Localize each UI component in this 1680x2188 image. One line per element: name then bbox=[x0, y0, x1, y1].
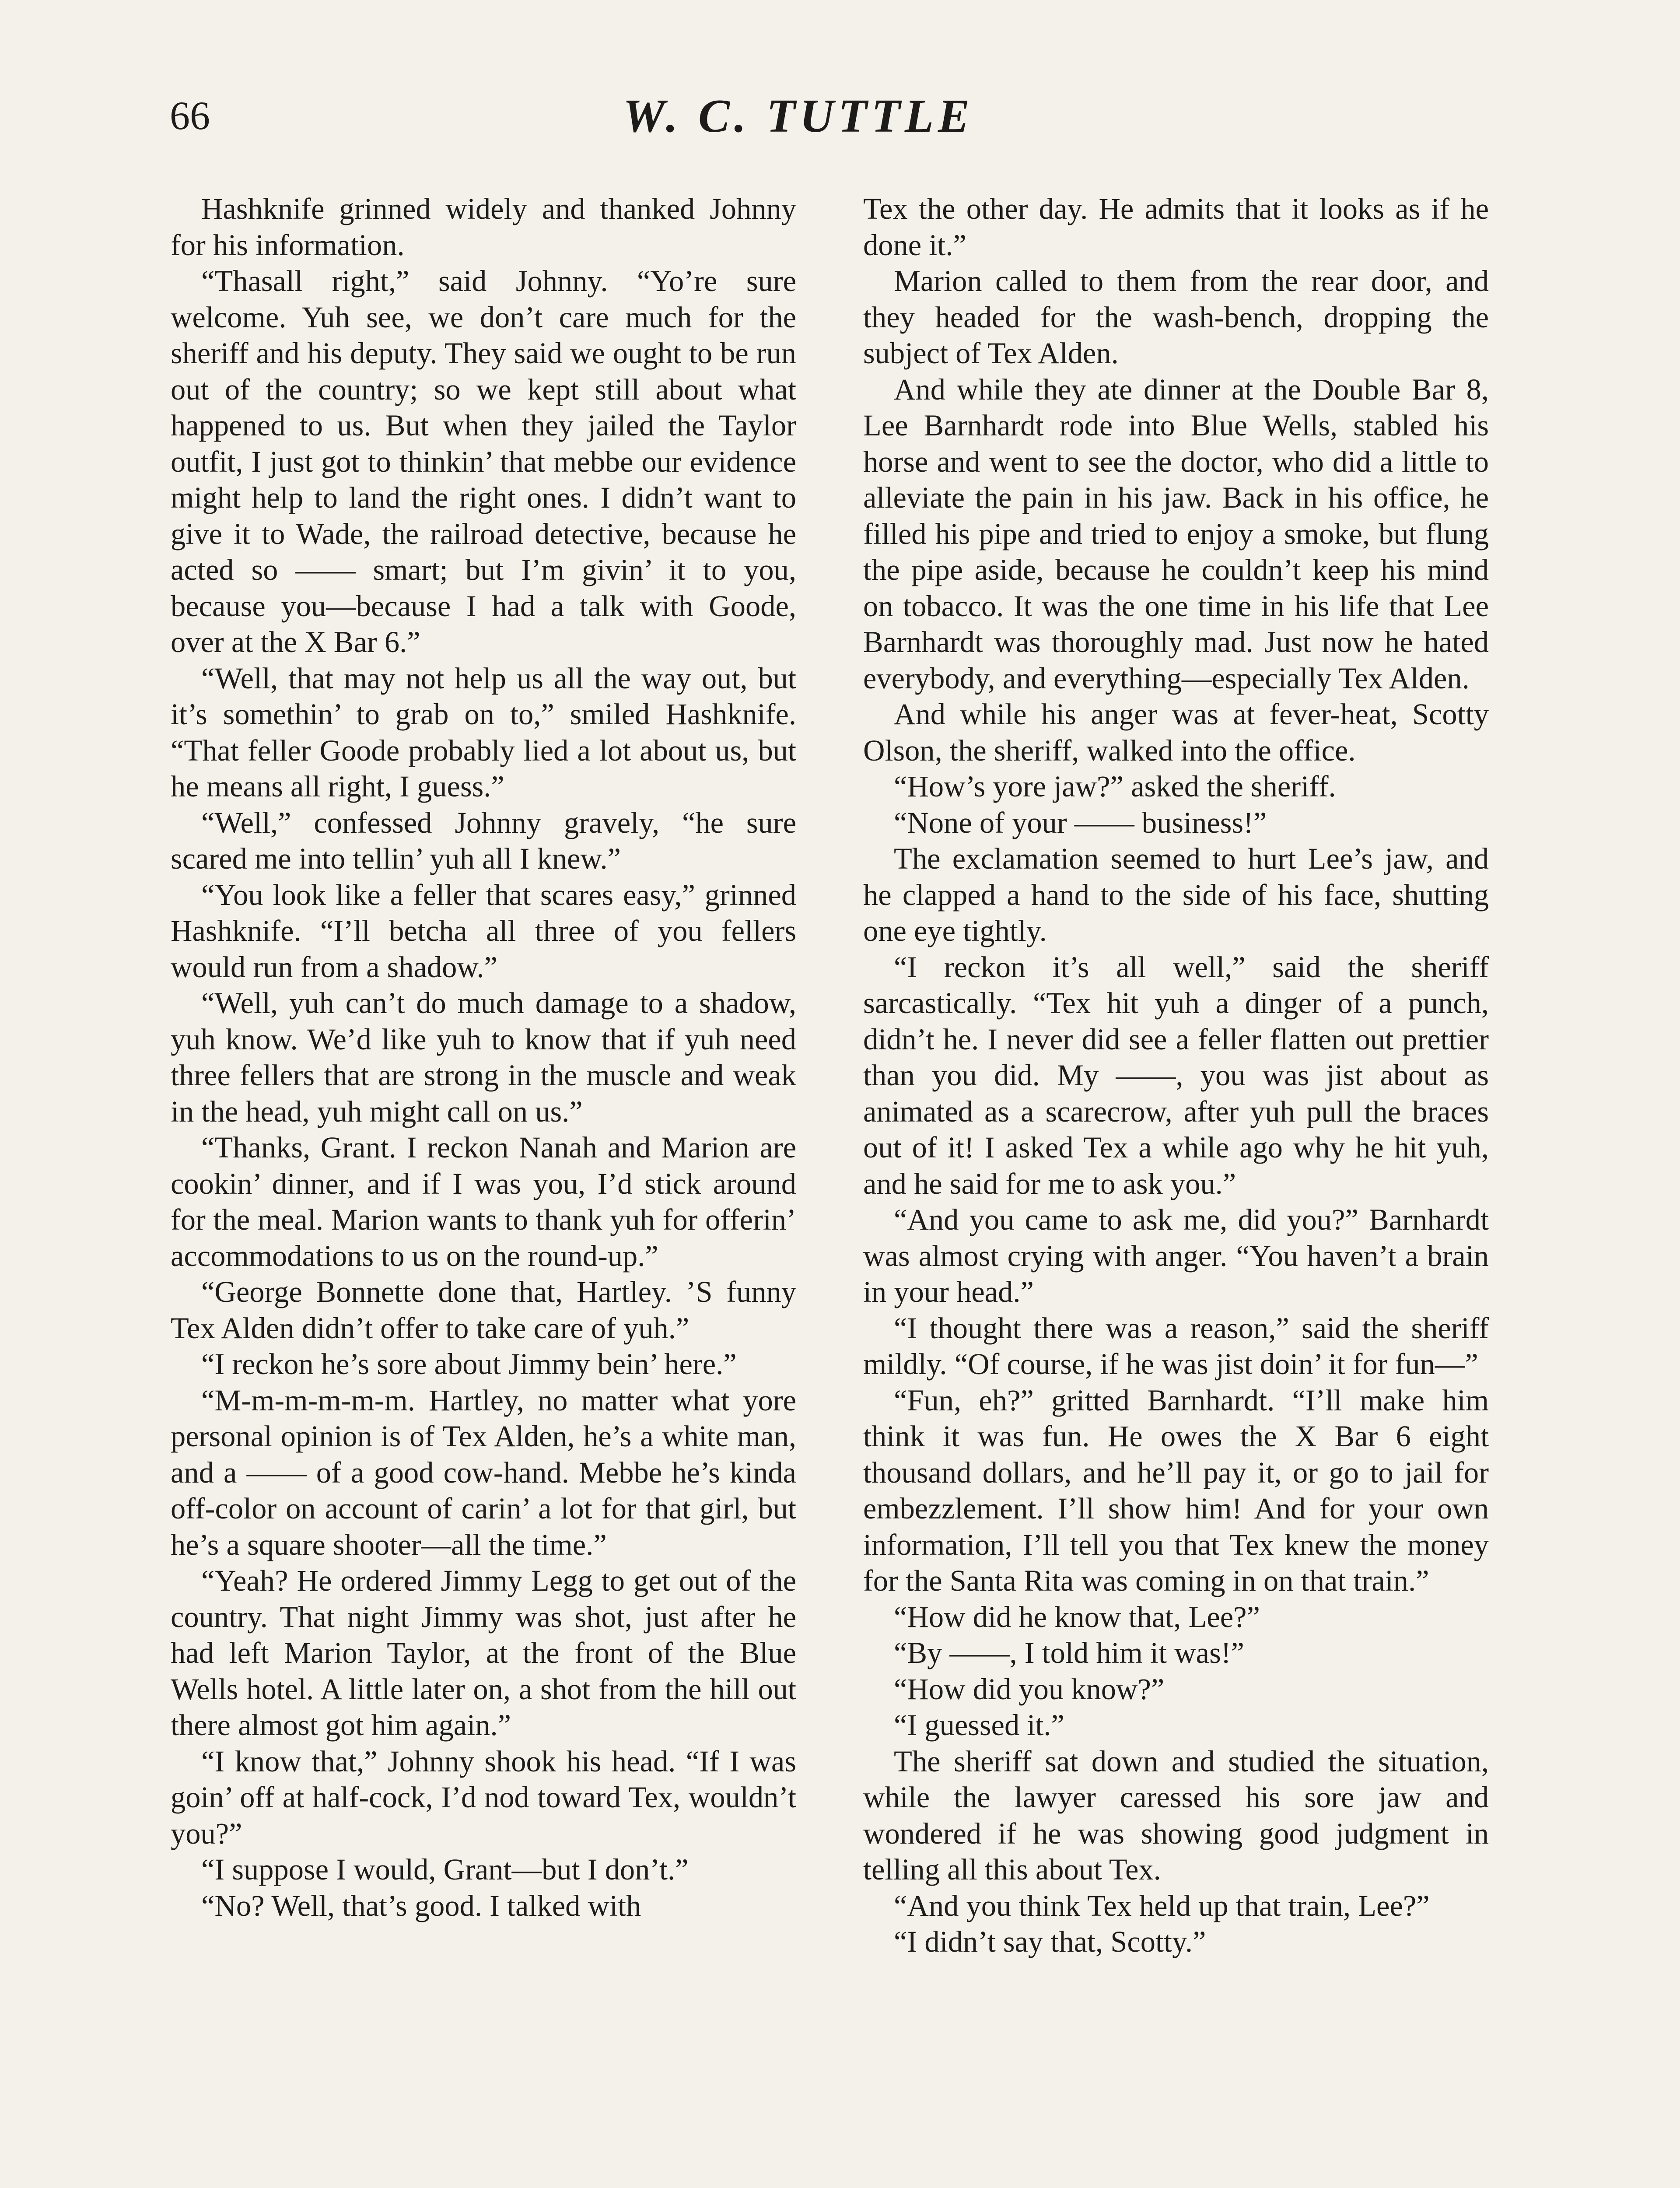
paragraph: “I reckon he’s sore about Jimmy bein’ here.” bbox=[201, 1347, 737, 1381]
paragraph: And while his anger was at fever-heat, Scotty Olson, the sheriff, walked into the office. bbox=[863, 698, 1489, 767]
paragraph: “By ——, I told him it was!” bbox=[894, 1636, 1244, 1669]
paragraph: “How did you know?” bbox=[894, 1672, 1165, 1706]
paragraph: “I didn’t say that, Scotty.” bbox=[894, 1925, 1206, 1958]
paragraph: “And you think Tex held up that train, Lee?” bbox=[894, 1889, 1430, 1922]
paragraph: “You look like a feller that scares easy,” grinned Hashknife. “I’ll betcha all three of you fellers would run from a shadow.” bbox=[171, 878, 796, 984]
paragraph: “How did he know that, Lee?” bbox=[894, 1600, 1260, 1634]
paragraph: Hashknife grinned widely and thanked Johnny for his information. bbox=[171, 192, 796, 262]
page-header bbox=[0, 0, 1680, 188]
paragraph: “And you came to ask me, did you?” Barnhardt was almost crying with anger. “You haven’t a brain in your head.” bbox=[863, 1203, 1489, 1308]
paragraph: “I reckon it’s all well,” said the sheriff sarcastically. “Tex hit yuh a dinger of a punch, didn’t he. I never did see a feller flatten out prettier than you did. My ——, you was jist about as animated as a scarecrow, after yuh pull the braces out of it! I asked Tex a while ago why he hit yuh, and he said for me to ask you.” bbox=[863, 950, 1489, 1200]
left-column bbox=[171, 191, 796, 1924]
paragraph: “I thought there was a reason,” said the sheriff mildly. “Of course, if he was jist doin’ it for fun—” bbox=[863, 1311, 1489, 1381]
paragraph: And while they ate dinner at the Double Bar 8, Lee Barnhardt rode into Blue Wells, stabled his horse and went to see the doctor, who did a little to alleviate the pain in his jaw. Back in his office, he filled his pipe and tried to enjoy a smoke, but flung the pipe aside, because he couldn’t keep his mind on tobacco. It was the one time in his life that Lee Barnhardt was thoroughly mad. Just now he hated everybody, and everything—especially Tex Alden. bbox=[863, 372, 1489, 695]
paragraph: “Thasall right,” said Johnny. “Yo’re sure welcome. Yuh see, we don’t care much for the sheriff and his deputy. They said we ought to be run out of the country; so we kept still about what happened to us. But when they jailed the Taylor outfit, I just got to thinkin’ that mebbe our evidence might help to land the right ones. I didn’t want to give it to Wade, the railroad detective, because he acted so —— smart; but I’m givin’ it to you, because you—because I had a talk with Goode, over at the X Bar 6.” bbox=[171, 264, 796, 659]
running-head-author: W. C. TUTTLE bbox=[623, 90, 974, 142]
paragraph: Marion called to them from the rear door, and they headed for the wash-bench, dropping the subject of Tex Alden. bbox=[863, 264, 1489, 370]
paragraph: “I guessed it.” bbox=[894, 1708, 1064, 1742]
paragraph: “I know that,” Johnny shook his head. “If I was goin’ off at half-cock, I’d nod toward Tex, wouldn’t you?” bbox=[171, 1744, 796, 1850]
paragraph: “Well, yuh can’t do much damage to a shadow, yuh know. We’d like yuh to know that if yuh need three fellers that are strong in the muscle and weak in the head, yuh might call on us.” bbox=[171, 986, 796, 1128]
paragraph: “Thanks, Grant. I reckon Nanah and Marion are cookin’ dinner, and if I was you, I’d stick around for the meal. Marion wants to thank yuh for offerin’ accommodations to us on the round-up.” bbox=[171, 1131, 796, 1273]
paragraph: The sheriff sat down and studied the situation, while the lawyer caressed his sore jaw and wondered if he was showing good judgment in telling all this about Tex. bbox=[863, 1744, 1489, 1886]
paragraph: “M-m-m-m-m-m. Hartley, no matter what yore personal opinion is of Tex Alden, he’s a white man, and a —— of a good cow-hand. Mebbe he’s kinda off-color on account of carin’ a lot for that girl, but he’s a square shooter—all the time.” bbox=[171, 1383, 796, 1561]
paragraph: “Yeah? He ordered Jimmy Legg to get out of the country. That night Jimmy was shot, just after he had left Marion Taylor, at the front of the Blue Wells hotel. A little later on, a shot from the hill out there almost got him again.” bbox=[171, 1564, 796, 1742]
paragraph: “Well, that may not help us all the way out, but it’s somethin’ to grab on to,” smiled Hashknife. “That feller Goode probably lied a lot about us, but he means all right, I guess.” bbox=[171, 661, 796, 803]
paragraph: “George Bonnette done that, Hartley. ’S funny Tex Alden didn’t offer to take care of yuh.” bbox=[171, 1275, 796, 1345]
page-number: 66 bbox=[170, 93, 210, 138]
paragraph: “How’s yore jaw?” asked the sheriff. bbox=[894, 770, 1336, 803]
right-column bbox=[863, 191, 1489, 1960]
paragraph: “No? Well, that’s good. I talked with bbox=[201, 1889, 641, 1922]
paragraph: “Well,” confessed Johnny gravely, “he sure scared me into tellin’ yuh all I knew.” bbox=[171, 806, 796, 875]
paragraph: “I suppose I would, Grant—but I don’t.” bbox=[201, 1853, 689, 1886]
paragraph: “Fun, eh?” gritted Barnhardt. “I’ll make him think it was fun. He owes the X Bar 6 eight thousand dollars, and he’ll pay it, or go to jail for embezzlement. I’ll show him! And for your own information, I’ll tell you that Tex knew the money for the Santa Rita was coming in on that train.” bbox=[863, 1383, 1489, 1597]
paragraph: “None of your —— business!” bbox=[894, 806, 1267, 839]
paragraph: The exclamation seemed to hurt Lee’s jaw, and he clapped a hand to the side of his face, shutting one eye tightly. bbox=[863, 842, 1489, 947]
paragraph-continuation: Tex the other day. He admits that it looks as if he done it.” bbox=[863, 192, 1489, 262]
